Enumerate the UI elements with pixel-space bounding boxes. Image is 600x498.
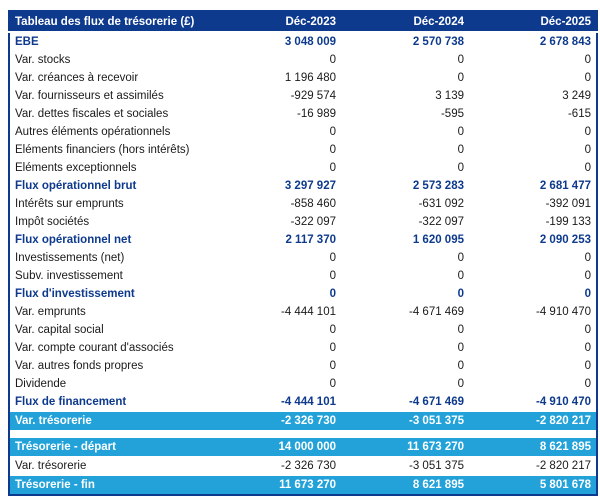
table-row: [9, 375, 597, 393]
row-value: -4 671 469: [409, 306, 464, 318]
row-label: Var. autres fonds propres: [15, 360, 144, 372]
row-value: -2 326 730: [281, 460, 336, 472]
row-label: Impôt sociétés: [15, 216, 90, 228]
row-value: 0: [584, 54, 591, 66]
row-value: 1 620 095: [412, 234, 464, 246]
table-row: [9, 177, 597, 195]
row-value: -4 444 101: [281, 306, 336, 318]
row-value: 0: [584, 72, 591, 84]
row-value: 1 196 480: [284, 72, 336, 84]
column-header-dec-2023: Déc-2023: [213, 11, 341, 32]
table-row: [9, 321, 597, 339]
row-value: 0: [457, 54, 464, 66]
row-value: 0: [329, 378, 336, 390]
row-label: Var. emprunts: [15, 306, 86, 318]
row-label: EBE: [15, 36, 39, 48]
table-header-row: [9, 11, 597, 32]
row-label: Var. fournisseurs et assimilés: [15, 90, 164, 102]
row-value: -929 574: [290, 90, 336, 102]
row-value: -2 820 217: [536, 415, 591, 427]
table-row: [9, 285, 597, 303]
row-value: 0: [457, 270, 464, 282]
table-row: [9, 51, 597, 69]
table-row: [9, 267, 597, 285]
row-value: -4 910 470: [536, 396, 591, 408]
row-label: Eléments financiers (hors intérêts): [15, 144, 190, 156]
row-value: 0: [329, 252, 336, 264]
row-value: -322 097: [418, 216, 464, 228]
row-value: 0: [457, 378, 464, 390]
table-row: [9, 105, 597, 123]
row-value: 3 297 927: [284, 180, 336, 192]
row-value: 0: [457, 360, 464, 372]
row-value: -858 460: [290, 198, 336, 210]
row-value: 0: [329, 54, 336, 66]
cash-flow-sheet: [8, 10, 592, 496]
row-value: 0: [457, 288, 464, 300]
row-value: 2 090 253: [539, 234, 591, 246]
row-value: 8 621 895: [539, 441, 591, 453]
table-row: [9, 357, 597, 375]
table-row: [9, 457, 597, 476]
table-row: [9, 123, 597, 141]
row-label: Investissements (net): [15, 252, 125, 264]
row-value: -631 092: [418, 198, 464, 210]
row-label: Subv. investissement: [15, 270, 123, 282]
row-value: 0: [329, 126, 336, 138]
row-value: -2 326 730: [281, 415, 336, 427]
row-value: 0: [457, 162, 464, 174]
row-label: Flux de financement: [15, 396, 127, 408]
row-label: Var. stocks: [15, 54, 71, 66]
table-row: [9, 159, 597, 177]
table-row: [9, 249, 597, 267]
row-value: 0: [584, 162, 591, 174]
row-value: 5 801 678: [539, 479, 591, 491]
row-value: 14 000 000: [278, 441, 336, 453]
row-value: 0: [584, 360, 591, 372]
row-label: Var. trésorerie: [15, 415, 92, 427]
table-title: Tableau des flux de trésorerie (£): [9, 11, 213, 32]
table-row: [9, 69, 597, 87]
row-value: 0: [457, 252, 464, 264]
row-label: Intérêts sur emprunts: [15, 198, 124, 210]
separator-cell: [9, 431, 597, 438]
row-value: 0: [329, 288, 336, 300]
row-label: Flux d'investissement: [15, 288, 135, 300]
row-value: -199 133: [545, 216, 591, 228]
row-value: 0: [457, 324, 464, 336]
row-value: 0: [584, 126, 591, 138]
table-row: [9, 87, 597, 105]
row-value: 0: [457, 126, 464, 138]
row-label: Autres éléments opérationnels: [15, 126, 171, 138]
row-value: 2 573 283: [412, 180, 464, 192]
row-label: Flux opérationnel brut: [15, 180, 137, 192]
row-value: 0: [457, 342, 464, 354]
row-value: 2 570 738: [412, 36, 464, 48]
row-label: Trésorerie - fin: [15, 479, 95, 491]
row-value: -322 097: [290, 216, 336, 228]
row-value: -3 051 375: [409, 460, 464, 472]
row-label: Flux opérationnel net: [15, 234, 132, 246]
row-value: 0: [584, 324, 591, 336]
table-row: [9, 476, 597, 496]
row-value: 11 673 270: [279, 479, 336, 491]
row-value: 2 678 843: [539, 36, 591, 48]
row-value: 0: [329, 324, 336, 336]
row-value: 0: [584, 288, 591, 300]
table-row: [9, 213, 597, 231]
table-row: [9, 303, 597, 321]
row-value: -4 444 101: [281, 396, 336, 408]
row-value: 2 681 477: [539, 180, 591, 192]
row-value: -2 820 217: [536, 460, 591, 472]
row-value: 3 249: [562, 90, 591, 102]
table-row: [9, 412, 597, 431]
row-value: 0: [584, 252, 591, 264]
row-value: -3 051 375: [409, 415, 464, 427]
table-body: [9, 32, 597, 495]
row-value: 0: [329, 270, 336, 282]
row-value: 0: [584, 144, 591, 156]
table-row: [9, 141, 597, 159]
table-row: [9, 231, 597, 249]
row-value: 0: [584, 378, 591, 390]
row-value: -16 989: [296, 108, 336, 120]
row-value: 11 673 270: [407, 441, 464, 453]
row-label: Var. capital social: [15, 324, 104, 336]
row-value: -615: [567, 108, 591, 120]
row-label: Var. trésorerie: [15, 460, 87, 472]
row-value: 8 621 895: [412, 479, 464, 491]
row-value: 0: [584, 270, 591, 282]
row-value: 3 048 009: [284, 36, 336, 48]
row-label: Trésorerie - départ: [15, 441, 116, 453]
row-value: -4 910 470: [536, 306, 591, 318]
table-row: [9, 339, 597, 357]
row-value: 0: [329, 162, 336, 174]
row-value: 0: [584, 342, 591, 354]
row-value: 3 139: [435, 90, 464, 102]
row-value: 0: [457, 72, 464, 84]
row-value: -595: [440, 108, 464, 120]
row-label: Dividende: [15, 378, 67, 390]
row-label: Var. dettes fiscales et sociales: [15, 108, 169, 120]
row-value: 0: [329, 360, 336, 372]
row-value: 0: [457, 144, 464, 156]
table-row: [9, 32, 597, 51]
cash-flow-table: [8, 10, 598, 496]
table-row: [9, 393, 597, 412]
column-header-dec-2025: Déc-2025: [469, 11, 597, 32]
row-value: -4 671 469: [409, 396, 464, 408]
row-value: 2 117 370: [285, 234, 336, 246]
row-label: Var. créances à recevoir: [15, 72, 139, 84]
row-value: 0: [329, 342, 336, 354]
separator-row: [9, 431, 597, 438]
row-label: Var. compte courant d'associés: [15, 342, 174, 354]
column-header-dec-2024: Déc-2024: [341, 11, 469, 32]
row-label: Eléments exceptionnels: [15, 162, 137, 174]
table-row: [9, 438, 597, 457]
row-value: 0: [329, 144, 336, 156]
table-row: [9, 195, 597, 213]
row-value: -392 091: [545, 198, 591, 210]
